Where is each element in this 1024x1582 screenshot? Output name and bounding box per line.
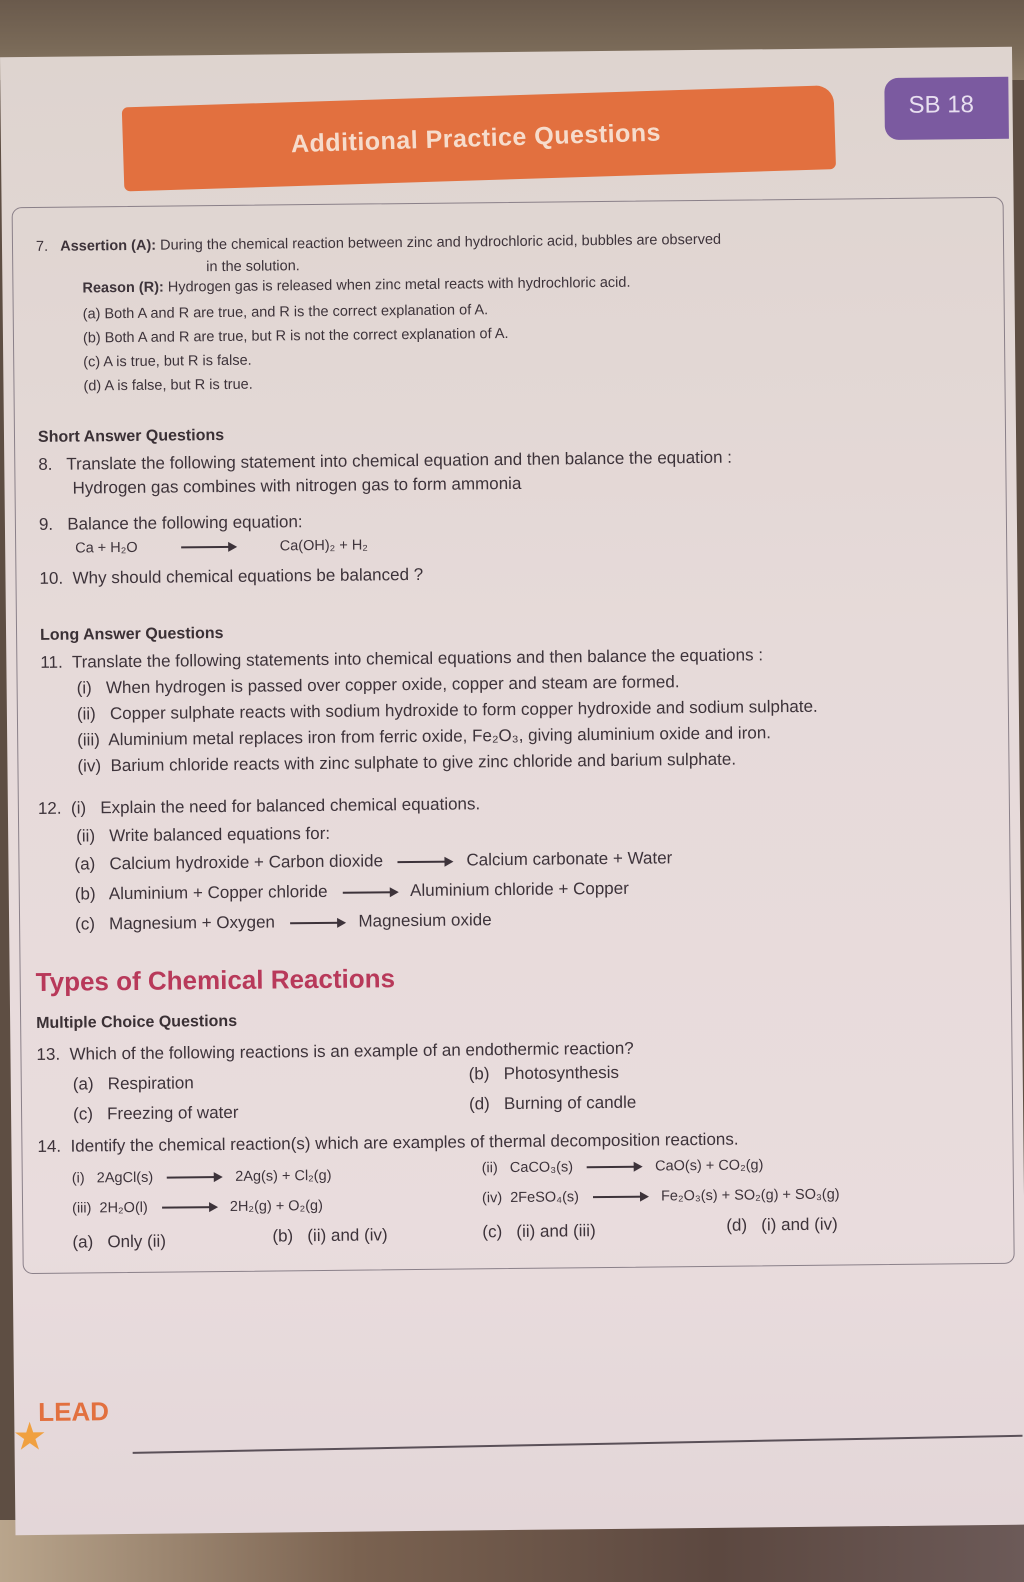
footer-divider: [133, 1435, 1023, 1454]
reaction-rhs: 2H₂(g) + O₂(g): [229, 1197, 323, 1215]
equation-label: (b): [74, 884, 96, 904]
item-text: When hydrogen is passed over copper oxide, copper and steam are formed.: [105, 672, 680, 698]
option-text: (ii) and (iii): [516, 1221, 596, 1241]
q14-option-c: [482, 1221, 596, 1242]
item-text: Aluminium metal replaces iron from ferric oxide, Fe₂O₃, giving aluminium oxide and iron.: [108, 723, 772, 750]
option-text: (ii) and (iv): [307, 1225, 388, 1246]
option-text: Burning of candle: [503, 1092, 637, 1114]
reaction-label: (i): [71, 1170, 85, 1187]
question-number: 12.: [37, 798, 62, 818]
option-a: (a) Both A and R are true, and R is the correct explanation of A.: [82, 302, 489, 323]
question-number: 14.: [37, 1136, 62, 1156]
reaction-lhs: CaCO₃(s): [509, 1159, 574, 1177]
question-number: 9.: [38, 514, 54, 534]
q14-option-d: [726, 1215, 838, 1236]
equation-lhs: Magnesium + Oxygen: [109, 912, 276, 934]
item-label: (i): [76, 678, 92, 698]
option-label: (c): [72, 1104, 94, 1124]
item-label: (ii): [76, 704, 96, 724]
option-label: (b): [468, 1064, 490, 1084]
option-c: (c) A is true, but R is false.: [83, 352, 252, 371]
question-number: 7.: [35, 238, 49, 255]
reaction-rhs: Fe₂O₃(s) + SO₂(g) + SO₃(g): [660, 1186, 840, 1205]
assertion-text: During the chemical reaction between zinc and hydrochloric acid, bubbles are observed: [160, 231, 722, 254]
part-label: (i): [70, 798, 87, 818]
part-text: Write balanced equations for:: [109, 823, 331, 846]
question-number: 11.: [40, 652, 63, 672]
reaction-arrow-icon: [398, 860, 452, 863]
worksheet-page: [0, 47, 1024, 1536]
page-tag: [884, 77, 1009, 140]
option-label: (c): [482, 1222, 503, 1242]
item-text: Copper sulphate reacts with sodium hydroxide to form copper hydroxide and sodium sulphate.: [109, 696, 818, 724]
reaction-rhs: 2Ag(s) + Cl₂(g): [235, 1167, 332, 1185]
question-text: Translate the following statement into chemical equation and then balance the equation :: [66, 447, 733, 474]
q14-option-a: [72, 1232, 166, 1253]
question-9-equation: [75, 537, 368, 556]
question-text: Identify the chemical reaction(s) which are examples of thermal decomposition reactions.: [70, 1129, 739, 1156]
q13-option-a: [73, 1073, 194, 1094]
header-banner: [122, 85, 836, 191]
option-label: (a): [72, 1074, 94, 1094]
reaction-label: (iv): [481, 1190, 503, 1207]
option-label: (d): [468, 1094, 490, 1114]
mcq-heading: Multiple Choice Questions: [36, 1012, 238, 1032]
option-text: Only (ii): [107, 1231, 167, 1252]
equation-rhs: Aluminium chloride + Copper: [409, 878, 629, 901]
question-text: Translate the following statements into chemical equations and then balance the equations :: [71, 645, 764, 672]
part-text: Explain the need for balanced chemical equations.: [100, 794, 481, 818]
q13-option-c: [73, 1103, 239, 1125]
reaction-label: (ii): [481, 1160, 498, 1177]
question-9: [39, 512, 303, 535]
equation-rhs: Calcium carbonate + Water: [466, 848, 673, 870]
equation-label: (c): [75, 914, 96, 934]
item-label: (iii): [77, 730, 100, 750]
equation-rhs: Magnesium oxide: [358, 910, 492, 931]
equation-lhs: Calcium hydroxide + Carbon dioxide: [109, 851, 384, 874]
page-tag-label: SB 18: [908, 91, 975, 119]
logo-text: LEAD: [38, 1396, 110, 1427]
reason-text: Hydrogen gas is released when zinc metal reacts with hydrochloric acid.: [167, 274, 631, 296]
reaction-arrow-icon: [162, 1206, 216, 1209]
option-text: Photosynthesis: [503, 1062, 620, 1084]
option-text: Freezing of water: [106, 1102, 239, 1124]
short-answer-heading: Short Answer Questions: [37, 426, 225, 446]
item-label: (iv): [77, 756, 102, 776]
q12-part-ii: [76, 824, 330, 847]
reaction-lhs: 2FeSO₄(s): [510, 1189, 580, 1207]
q14-reaction-i: [72, 1168, 332, 1187]
item-text: Barium chloride reacts with zinc sulphate to give zinc chloride and barium sulphate.: [110, 749, 737, 776]
reaction-lhs: 2AgCl(s): [96, 1169, 154, 1187]
equation-rhs: Ca(OH)₂ + H₂: [279, 537, 368, 555]
question-text: Balance the following equation:: [67, 512, 303, 534]
page-title: Additional Practice Questions: [290, 118, 662, 159]
reaction-arrow-icon: [290, 921, 344, 924]
publisher-logo: [14, 1396, 110, 1457]
question-number: 10.: [39, 568, 64, 588]
reaction-arrow-icon: [593, 1196, 647, 1199]
option-text: (i) and (iv): [761, 1214, 838, 1235]
reaction-rhs: CaO(s) + CO₂(g): [654, 1157, 764, 1175]
option-label: (a): [72, 1232, 94, 1252]
q14-reaction-iii: [72, 1198, 323, 1217]
section-title: Types of Chemical Reactions: [35, 963, 396, 997]
q13-option-b: [469, 1063, 619, 1085]
question-number: 8.: [38, 454, 53, 474]
q14-option-b: [272, 1225, 387, 1246]
q13-option-d: [469, 1093, 636, 1115]
equation-lhs: Aluminium + Copper chloride: [108, 881, 328, 904]
reason-label: Reason (R):: [82, 279, 164, 297]
question-text: Why should chemical equations be balanced ?: [72, 564, 424, 588]
reaction-lhs: 2H₂O(l): [99, 1199, 148, 1217]
assertion-label: Assertion (A):: [60, 237, 157, 255]
option-label: (b): [272, 1226, 294, 1246]
reaction-arrow-icon: [182, 546, 236, 549]
reaction-arrow-icon: [342, 891, 396, 894]
reaction-arrow-icon: [167, 1176, 221, 1179]
long-answer-heading: Long Answer Questions: [39, 624, 224, 644]
option-b: (b) Both A and R are true, but R is not the correct explanation of A.: [82, 325, 509, 347]
option-label: (d): [726, 1215, 748, 1235]
q14-reaction-ii: [482, 1157, 764, 1176]
question-10: [39, 565, 423, 589]
option-d: (d) A is false, but R is true.: [83, 376, 253, 395]
question-text: Which of the following reactions is an example of an endothermic reaction?: [69, 1038, 634, 1064]
option-text: Respiration: [107, 1073, 194, 1094]
question-8-statement: Hydrogen gas combines with nitrogen gas to form ammonia: [72, 473, 522, 498]
equation-label: (a): [74, 854, 96, 874]
part-label: (ii): [76, 826, 96, 846]
reaction-arrow-icon: [587, 1166, 641, 1169]
reaction-label: (iii): [72, 1200, 92, 1217]
assertion-continuation: in the solution.: [206, 258, 300, 276]
star-icon: ★: [14, 1417, 46, 1457]
question-number: 13.: [36, 1044, 61, 1064]
equation-lhs: Ca + H₂O: [75, 539, 138, 557]
